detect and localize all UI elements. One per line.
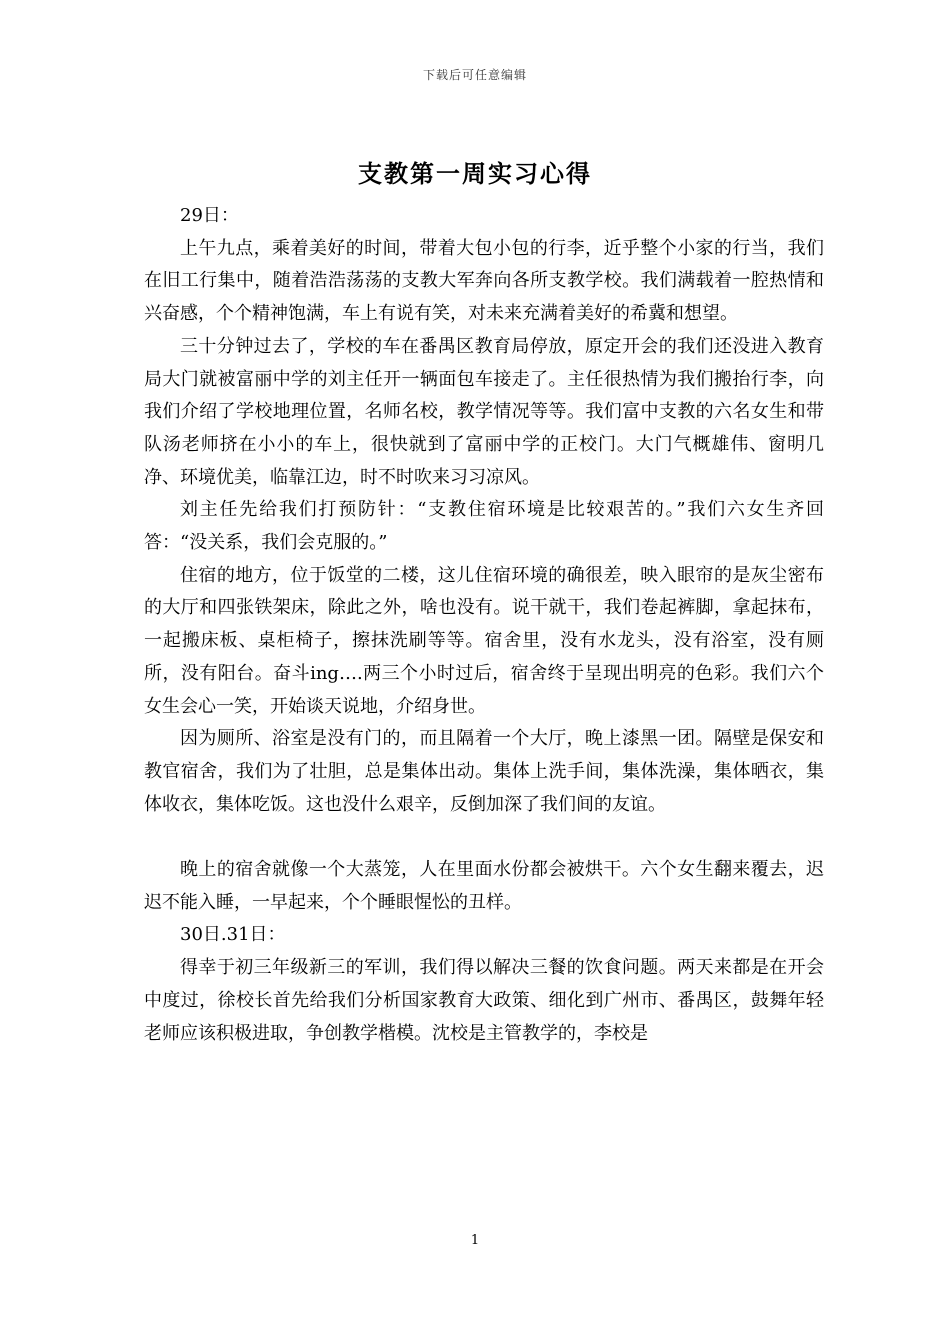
paragraph-warning: 刘主任先给我们打预防针：“支教住宿环境是比较艰苦的。”我们六女生齐回答：“没关系，我们会克服的。” bbox=[144, 499, 824, 554]
paragraph-collective: 因为厕所、浴室是没有门的，而且隔着一个大厅，晚上漆黑一团。隔壁是保安和教官宿舍，我们为了壮胆，总是集体出动。集体上洗手间，集体洗澡，集体晒衣，集体收衣，集体吃饭。这也没什么艰辛，反倒加深了我们间的友谊。 bbox=[144, 728, 824, 815]
paragraph-arrival: 三十分钟过去了，学校的车在番禺区教育局停放，原定开会的我们还没进入教育局大门就被富丽中学的刘主任开一辆面包车接走了。主任很热情为我们搬抬行李，向我们介绍了学校地理位置，名师名校，教学情况等等。我们富中支教的六名女生和带队汤老师挤在小小的车上，很快就到了富丽中学的正校门。大门气概雄伟、窗明几净、环境优美，临靠江边，时不时吹来习习凉风。 bbox=[144, 335, 824, 488]
document-title: 支教第一周实习心得 bbox=[358, 159, 592, 188]
paragraph-dormitory: 住宿的地方，位于饭堂的二楼，这儿住宿环境的确很差，映入眼帘的是灰尘密布的大厅和四张铁架床，除此之外，啥也没有。说干就干，我们卷起裤脚，拿起抹布，一起搬床板、桌柜椅子，擦抹洗刷等等。宿舍里，没有水龙头，没有浴室，没有厕所，没有阳台。奋斗ing….两三个小时过后，宿舍终于呈现出明亮的色彩。我们六个女生会心一笑，开始谈天说地，介绍身世。 bbox=[144, 564, 824, 717]
header-note: 下载后可任意编辑 bbox=[422, 68, 527, 82]
date-heading-30-31: 30日.31日： bbox=[180, 924, 286, 946]
paragraph-meetings: 得幸于初三年级新三的军训，我们得以解决三餐的饮食问题。两天来都是在开会中度过，徐校长首先给我们分析国家教育大政策、细化到广州市、番禺区，鼓舞年轻老师应该积极进取，争创教学楷模。沈校是主管教学的，李校是 bbox=[144, 957, 824, 1044]
date-heading-29: 29日： bbox=[180, 205, 239, 226]
paragraph-departure: 上午九点，乘着美好的时间，带着大包小包的行李，近乎整个小家的行当，我们在旧工行集中，随着浩浩荡荡的支教大军奔向各所支教学校。我们满载着一腔热情和兴奋感，个个精神饱满，车上有说有笑，对未来充满着美好的希冀和想望。 bbox=[144, 237, 824, 325]
document-body bbox=[144, 200, 824, 1050]
paragraph-night: 晚上的宿舍就像一个大蒸笼，人在里面水份都会被烘干。六个女生翻来覆去，迟迟不能入睡，一早起来，个个睡眼惺忪的丑样。 bbox=[144, 859, 824, 913]
page-number: 1 bbox=[470, 1233, 480, 1248]
